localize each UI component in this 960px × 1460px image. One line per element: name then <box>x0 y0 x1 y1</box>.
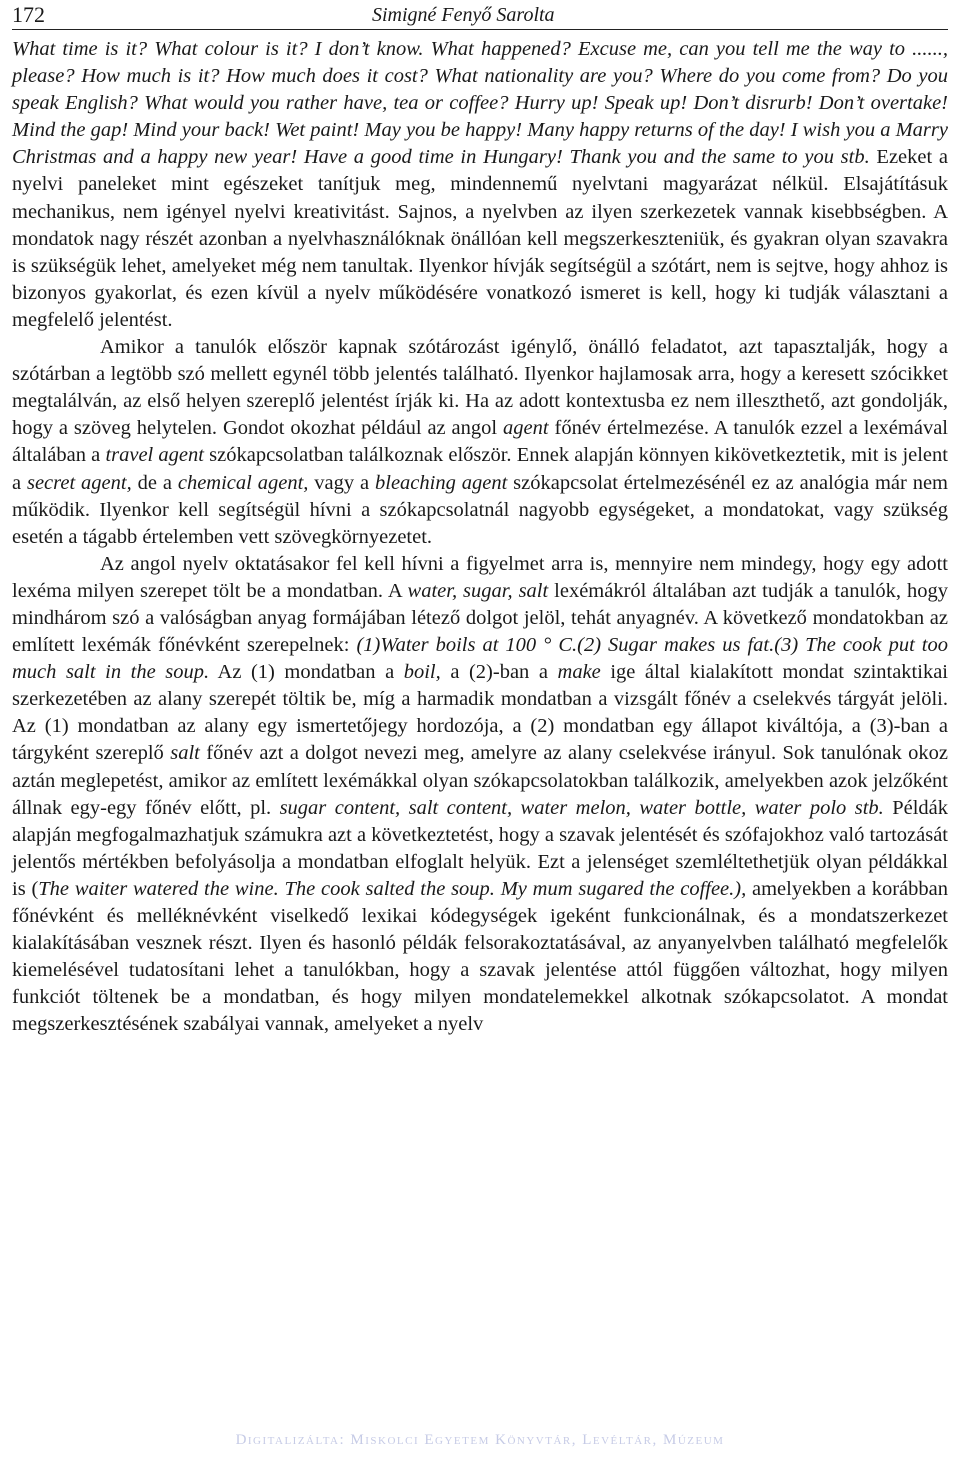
italic-text-run: salt <box>170 742 200 765</box>
text-run: főnév azt a dolgot nevezi meg, amelyre az alany cselekvése irányul. Sok tanulónak okoz aztán meglepetést, amikor az említett lexémákkal olyan szókapcsolatokban találkozik, amelyekben azok jelzőként állnak egy-egy főnév előtt, pl. <box>12 742 948 819</box>
text-run: a (2)-ban a <box>440 661 558 684</box>
text-run: szókapcsolatban találkoznak először. Ennek alapján könnyen kikövetkeztetik, mit is jelent a <box>12 444 948 494</box>
italic-text-run: (1)Water boils at 100 ° C.(2) Sugar makes us fat.(3) The cook put too much salt in the soup. <box>12 634 948 684</box>
italic-text-run: bleaching agent <box>375 471 508 494</box>
running-head-author: Simigné Fenyő Sarolta <box>372 4 555 26</box>
italic-text-run: make <box>557 661 601 684</box>
paragraph-3 <box>12 551 948 1039</box>
text-run: de a <box>131 471 178 494</box>
paragraph-2 <box>12 334 948 551</box>
header-rule <box>12 29 948 30</box>
italic-text-run: What time is it? What colour is it? I don’t know. What happened? Excuse me, can you tell me the way to ......, please? How much is it? How much does it cost? What nationality are you? Where do you come from? Do you speak English? What would you rather have, tea or coffee? Hurry up! Speak up! Don’t disrurb! Don’t overtake! Mind the gap! Mind your back! Wet paint! May you be happy! Many happy returns of the day! I wish you a Marry Christmas and a happy new year! Have a good time in Hungary! Thank you and the same to you stb. <box>12 38 948 169</box>
italic-text-run: boil, <box>403 661 441 684</box>
digitization-watermark: Digitalizálta: Miskolci Egyetem Könyvtár, Levéltár, Múzeum <box>235 1432 725 1448</box>
text-run: Amikor a tanulók először kapnak szótározást igénylő, önálló feladatot, azt tapasztalják, hogy a szótárban a legtöbb szó mellett egynél több jelentés található. Ilyenkor hajlamosak arra, hogy a keresett szócikket megtalálván, az első helyen szereplő jelentést írják ki. Ha az adott kontextusba ez nem illeszthető, azt gondolják, hogy a szöveg helytelen. Gondot okozhat például az angol <box>12 336 948 440</box>
text-run: lexémákról általában azt tudják a tanulók, hogy mindhárom szó a valóságban anyag formájában létező dolgot jelöl, tehát anyagnév. A következő mondatokban az említett lexémák főnévként szerepelnek: <box>12 579 948 657</box>
italic-text-run: sugar content, salt content, water melon, water bottle, water polo stb. <box>279 796 884 819</box>
text-run: szókapcsolat értelmezésénél ez az analógia már nem működik. Ilyenkor kell segítségül hívni a szókapcsolatnál nagyobb egységeket, a mondatokat, vagy szükség esetén a tágabb értelemben vett szövegkörnyezetet. <box>12 471 948 548</box>
italic-text-run: chemical agent, <box>177 471 309 494</box>
paragraph-1 <box>12 36 948 334</box>
text-run: Példák alapján megfogalmazhatjuk számukra azt a következtetést, hogy a szavak jelentését és szófajokhoz való tartozását jelentős mértékben befolyásolja a mondatban elfoglalt helyük. Ezt a jelenséget szemléltethetjük olyan példákkal is ( <box>12 796 948 900</box>
page-number: 172 <box>12 2 45 27</box>
italic-text-run: water, sugar, salt <box>407 579 549 602</box>
italic-text-run: The waiter watered the wine. The cook salted the soup. My mum sugared the coffee.), <box>38 877 747 900</box>
italic-text-run: travel agent <box>105 444 204 467</box>
text-run: főnév értelmezése. A tanulók ezzel a lexémával általában a <box>12 417 948 467</box>
body-text <box>12 36 948 1038</box>
text-run: ige által kialakított mondat szintaktikai szerkezetében az alany szerepét töltik be, míg a harmadik mondatban a vizsgált főnév a cselekvés tárgyát jelöli. Az (1) mondatban az alany egy ismertetőjegy hordozója, a (2) mondatban egy állapot kiváltója, a (3)-ban a tárgyként szereplő <box>12 661 948 765</box>
text-run: Az angol nyelv oktatásakor fel kell hívni a figyelmet arra is, mennyire nem mindegy, hogy egy adott lexéma milyen szerepet tölt be a mondatban. A <box>12 552 948 602</box>
text-run: vagy a <box>308 471 375 494</box>
text-run: Ezeket a nyelvi paneleket mint egészeket tanítjuk meg, mindennemű nyelvtani magyarázat nélkül. Elsajátításuk mechanikus, nem igényel nyelvi kreativitást. Sajnos, a nyelvben az ilyen szerkezetek vannak kisebbségben. A mondatok nagy részét azonban a nyelvhasználóknak önállóan kell megszerkeszteniük, és gyakran olyan szavakra is szükségük lehet, amelyeket még nem tanultak. Ilyenkor hívják segítségül a szótárt, nem is sejtve, hogy ahhoz is bizonyos gyakorlat, és ezen kívül a nyelv működésére vonatkozó ismeret is kell, hogy ki tudják választani a megfelelő jelentést. <box>12 146 948 331</box>
italic-text-run: secret agent, <box>26 471 132 494</box>
italic-text-run: agent <box>503 417 549 440</box>
page-header <box>12 2 948 30</box>
text-run: Az (1) mondatban a <box>209 661 404 684</box>
text-run: amelyekben a korábban főnévként és melléknévként viselkedő lexikai kódegységek igeként funkcionálnak, és a mondatszerkezet kialakításában vesznek részt. Ilyen és hasonló példák felsorakoztatásával, az anyanyelvben található megfelelők kiemelésével tudatosítani lehet a tanulókban, hogy a szavak jelentése attól függően változhat, hogy milyen funkciót töltenek be a mondatban, és hogy milyen mondatelemekkel alkotnak szókapcsolatot. A mondat megszerkesztésének szabályai vannak, amelyeket a nyelv <box>12 877 948 1036</box>
